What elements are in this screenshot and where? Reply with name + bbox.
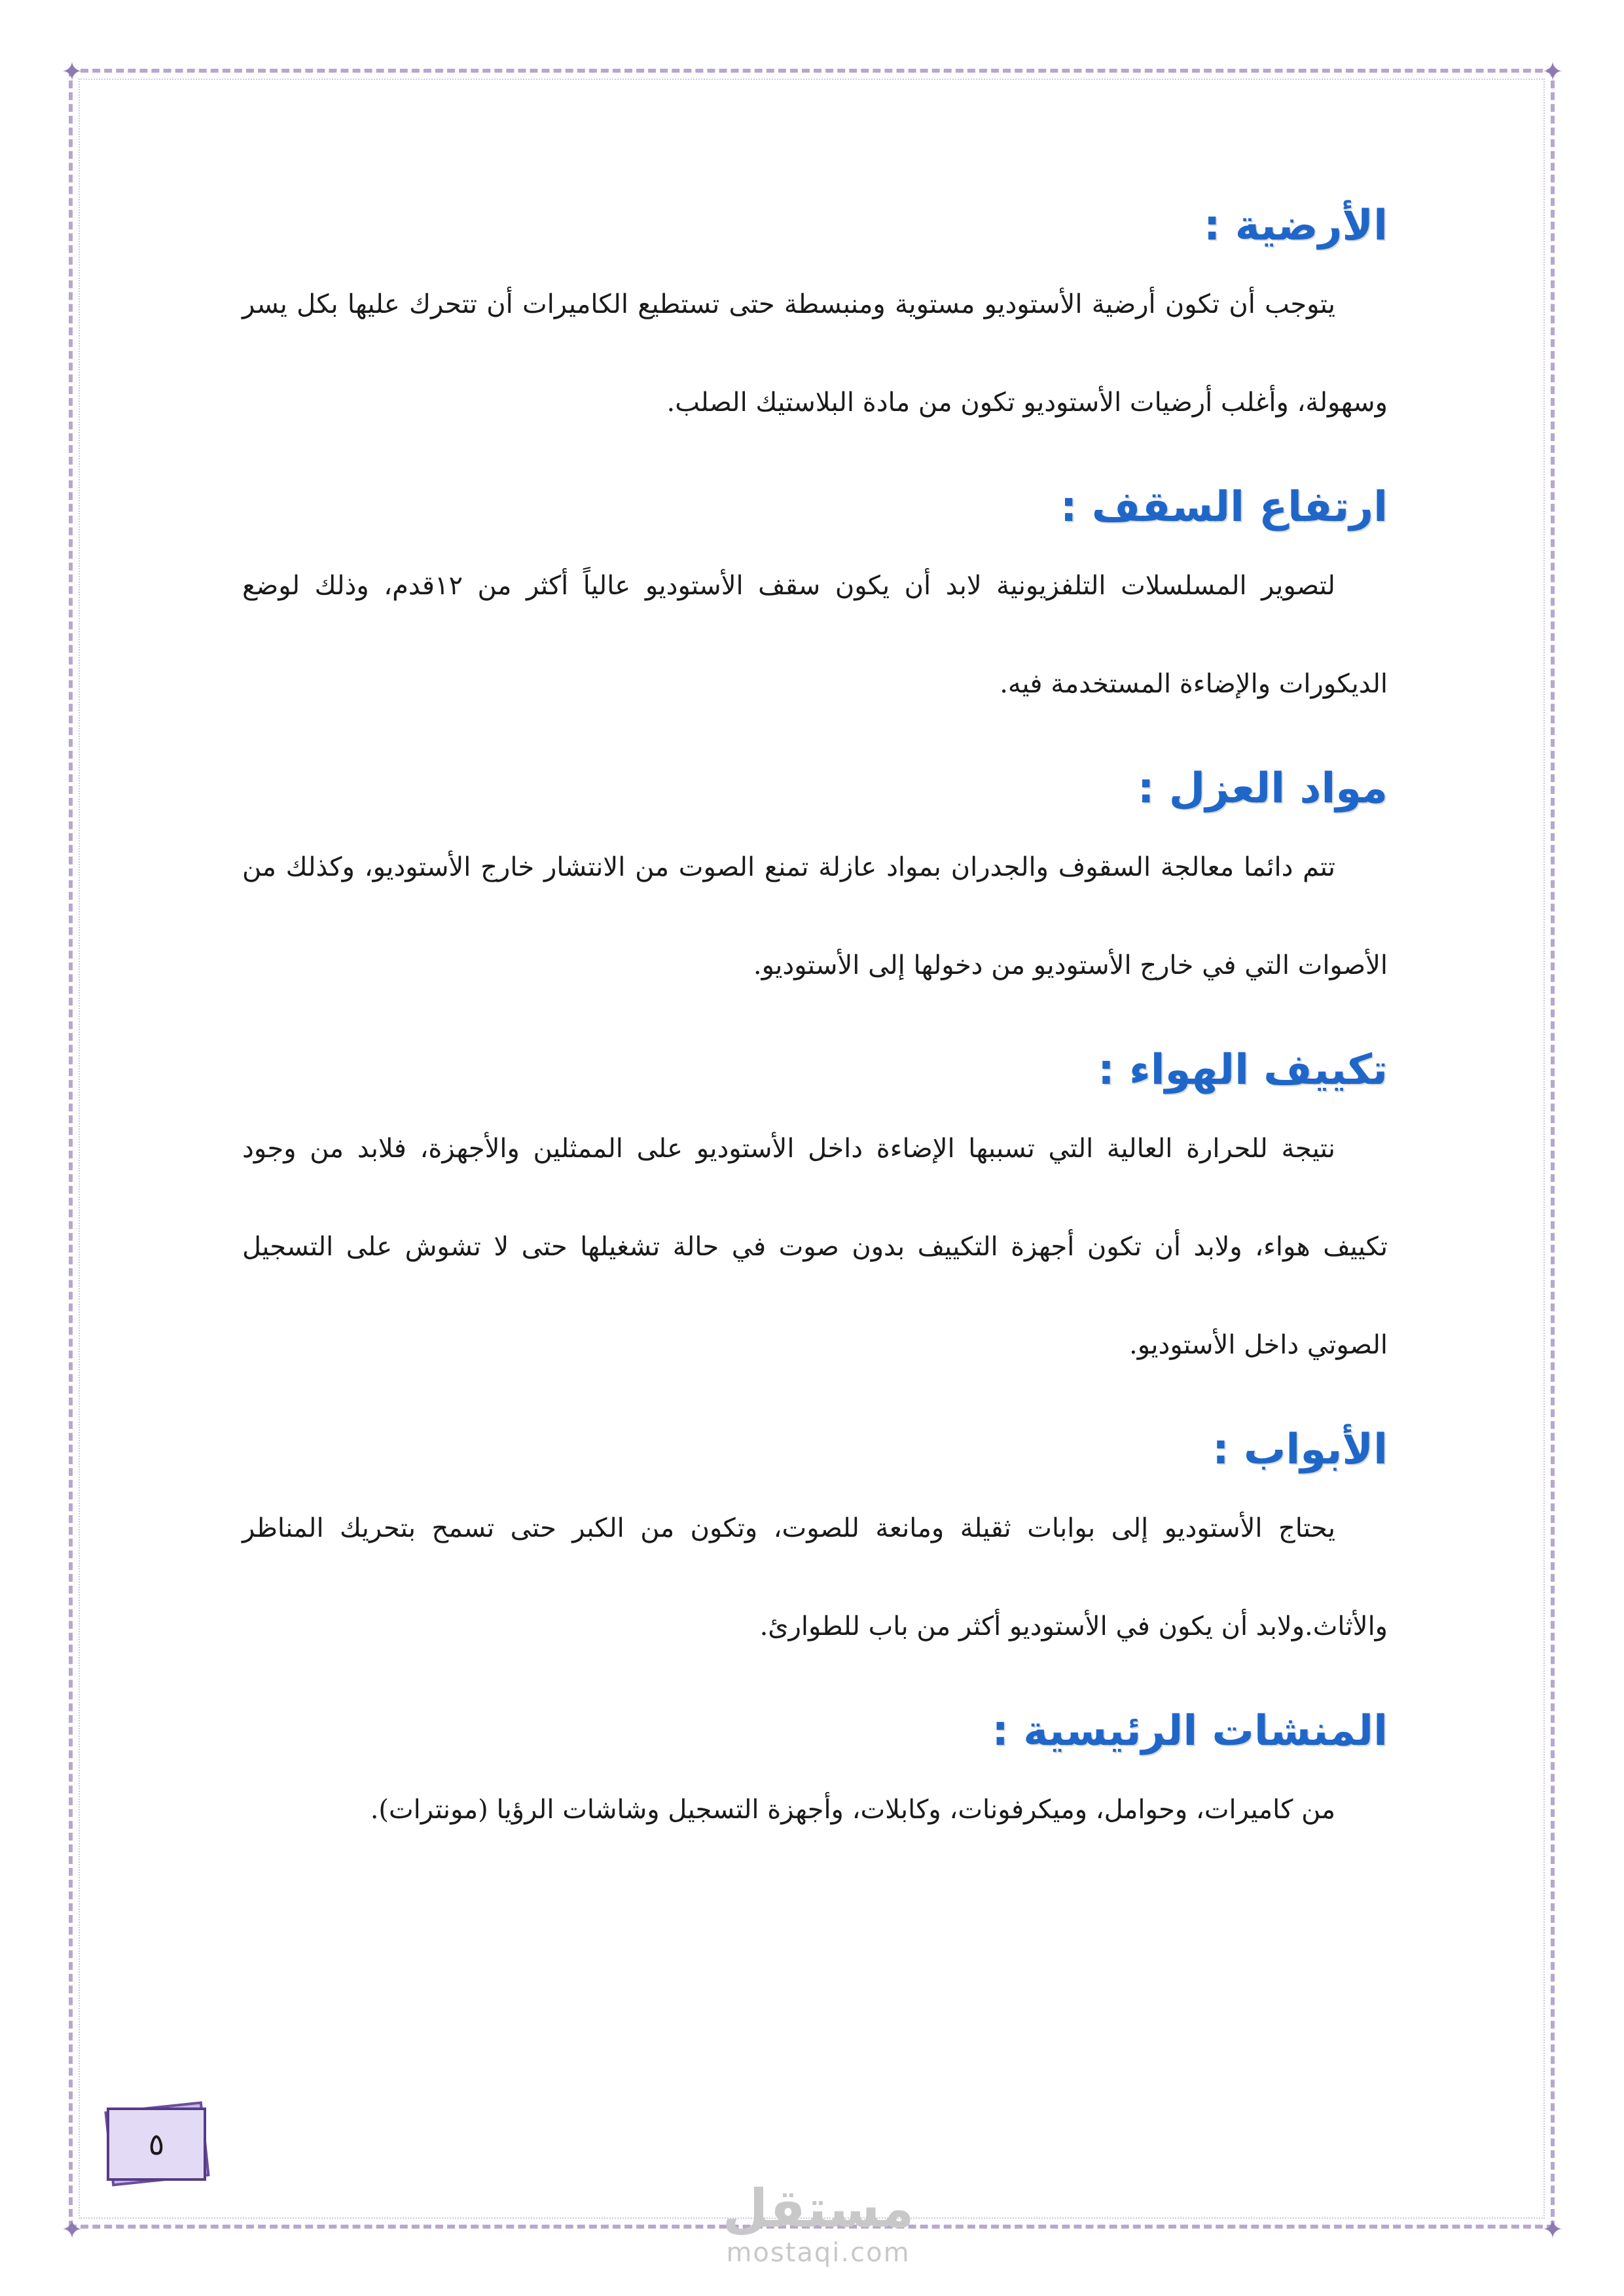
section-paragraph: تتم دائما معالجة السقوف والجدران بمواد عازلة تمنع الصوت من الانتشار خارج الأستوديو، وكذلك من الأصوات التي في خارج الأستوديو من دخولها إلى الأستوديو.: [242, 852, 1388, 980]
section-heading: الأبواب :: [1212, 1426, 1388, 1474]
section-insulation: [242, 759, 1388, 1014]
watermark-arabic: مستقل: [722, 2178, 914, 2239]
section-floor: [242, 196, 1388, 452]
section-paragraph: لتصوير المسلسلات التلفزيونية لابد أن يكون سقف الأستوديو عالياً أكثر من ١٢قدم، وذلك لوضع الديكورات والإضاءة المستخدمة فيه.: [242, 571, 1388, 699]
page-number-badge: [101, 2101, 213, 2186]
section-heading: المنشات الرئيسية :: [992, 1707, 1388, 1755]
section-main-facilities: [242, 1702, 1388, 1859]
corner-ornament-icon: ✦: [1542, 2215, 1564, 2245]
document-body: [242, 196, 1388, 2160]
section-air-conditioning: [242, 1041, 1388, 1394]
section-ceiling-height: [242, 478, 1388, 733]
section-paragraph: يحتاج الأستوديو إلى بوابات ثقيلة ومانعة للصوت، وتكون من الكبر حتى تسمح بتحريك المناظر والأثاث.ولابد أن يكون في الأستوديو أكثر من باب للطوارئ.: [242, 1513, 1388, 1641]
section-heading: تكييف الهواء :: [1098, 1046, 1388, 1094]
corner-ornament-icon: ✦: [61, 2215, 83, 2245]
section-paragraph: نتيجة للحرارة العالية التي تسببها الإضاءة داخل الأستوديو على الممثلين والأجهزة، فلابد من وجود تكييف هواء، ولابد أن تكون أجهزة التكييف بدون صوت في حالة تشغيلها حتى لا تشوش على التسجيل الصوتي داخل الأستوديو.: [242, 1134, 1388, 1360]
section-paragraph: من كاميرات، وحوامل، وميكرفونات، وكابلات، وأجهزة التسجيل وشاشات الرؤيا (مونترات).: [370, 1795, 1335, 1825]
watermark-latin: mostaqi.com: [726, 2238, 911, 2268]
corner-ornament-icon: ✦: [1542, 57, 1564, 87]
section-doors: [242, 1420, 1388, 1676]
section-heading: ارتفاع السقف :: [1060, 483, 1388, 531]
section-heading: الأرضية :: [1203, 202, 1388, 250]
section-paragraph: يتوجب أن تكون أرضية الأستوديو مستوية ومنبسطة حتى تستطيع الكاميرات أن تتحرك عليها بكل يسر وسهولة، وأغلب أرضيات الأستوديو تكون من مادة البلاستيك الصلب.: [242, 289, 1388, 418]
section-heading: مواد العزل :: [1137, 764, 1388, 813]
corner-ornament-icon: ✦: [61, 57, 83, 87]
watermark: [720, 2179, 916, 2267]
page-number: ٥: [107, 2108, 206, 2181]
